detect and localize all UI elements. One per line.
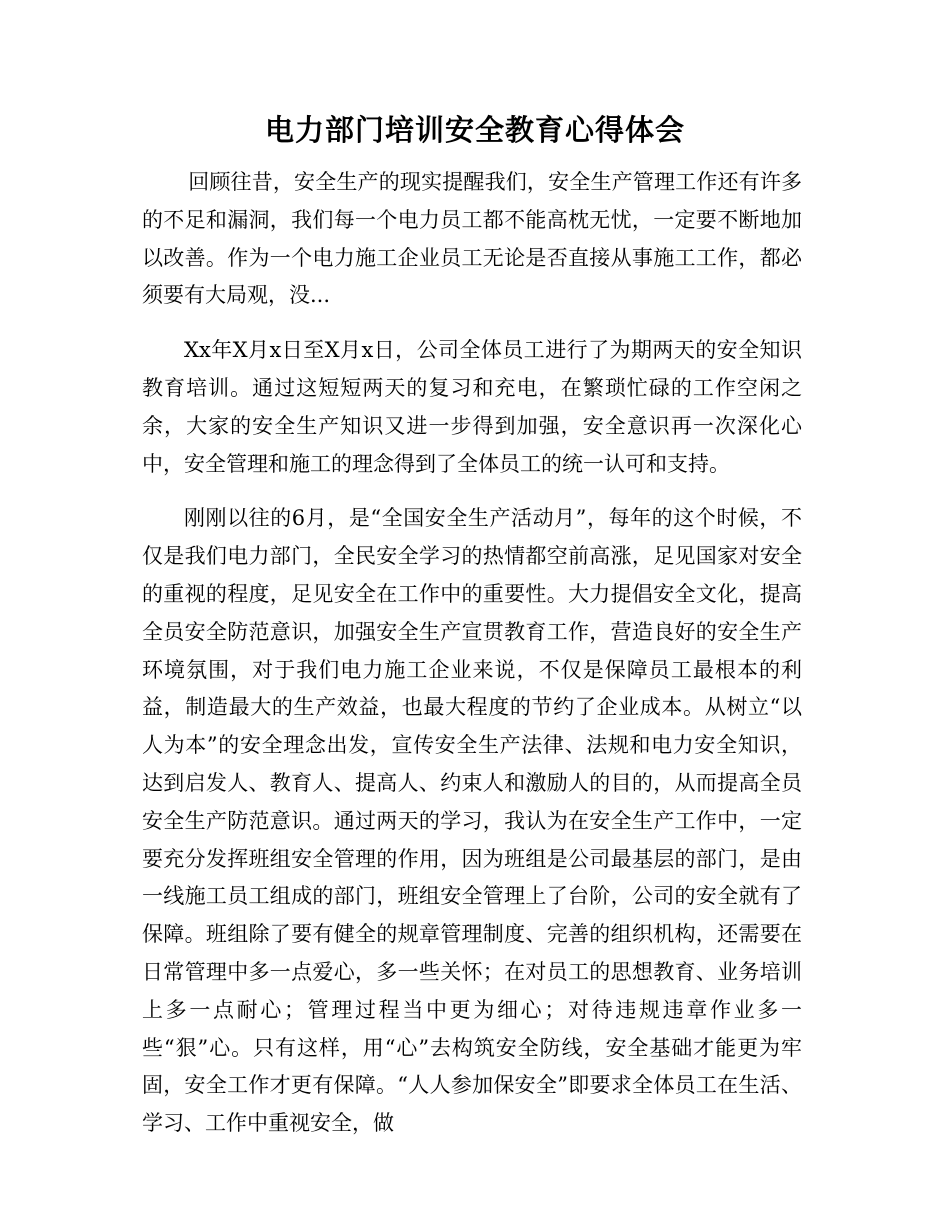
paragraph-training: Xx年X月x日至X月x日，公司全体员工进行了为期两天的安全知识教育培训。通过这短短两天的复习和充电，在繁琐忙碌的工作空闲之余，大家的安全生产知识又进一步得到加强，安全意识再一次深化心中，安全管理和施工的理念得到了全体员工的统一认可和支持。 <box>142 338 802 476</box>
document-title: 电力部门培训安全教育心得体会 <box>264 113 685 147</box>
paragraph-safety-month: 刚刚以往的6月，是“全国安全生产活动月”，每年的这个时候，不仅是我们电力部门，全民安全学习的热情都空前高涨，足见国家对安全的重视的程度，足见安全在工作中的重要性。大力提倡安全文化，提高全员安全防范意识，加强安全生产宣贯教育工作，营造良好的安全生产环境氛围，对于我们电力施工企业来说，不仅是保障员工最根本的利益，制造最大的生产效益，也最大程度的节约了企业成本。从树立“以人为本”的安全理念出发，宣传安全生产法律、法规和电力安全知识，达到启发人、教育人、提高人、约束人和激励人的目的，从而提高全员安全生产防范意识。通过两天的学习，我认为在安全生产工作中，一定要充分发挥班组安全管理的作用，因为班组是公司最基层的部门，是由一线施工员工组成的部门，班组安全管理上了台阶，公司的安全就有了保障。班组除了要有健全的规章管理制度、完善的组织机构，还需要在日常管理中多一点爱心，多一些关怀；在对员工的思想教育、业务培训上多一点耐心；管理过程当中更为细心；对待违规违章作业多一些“狠”心。只有这样，用“心”去构筑安全防线，安全基础才能更为牢固，安全工作才更有保障。“人人参加保安全”即要求全体员工在生活、学习、工作中重视安全，做 <box>142 506 802 1136</box>
document-body <box>142 164 802 1143</box>
summary-paragraph: 回顾往昔，安全生产的现实提醒我们，安全生产管理工作还有许多的不足和漏洞，我们每一个电力员工都不能高枕无忧，一定要不断地加以改善。作为一个电力施工企业员工无论是否直接从事施工工作，都必须要有大局观，没... <box>142 170 802 308</box>
